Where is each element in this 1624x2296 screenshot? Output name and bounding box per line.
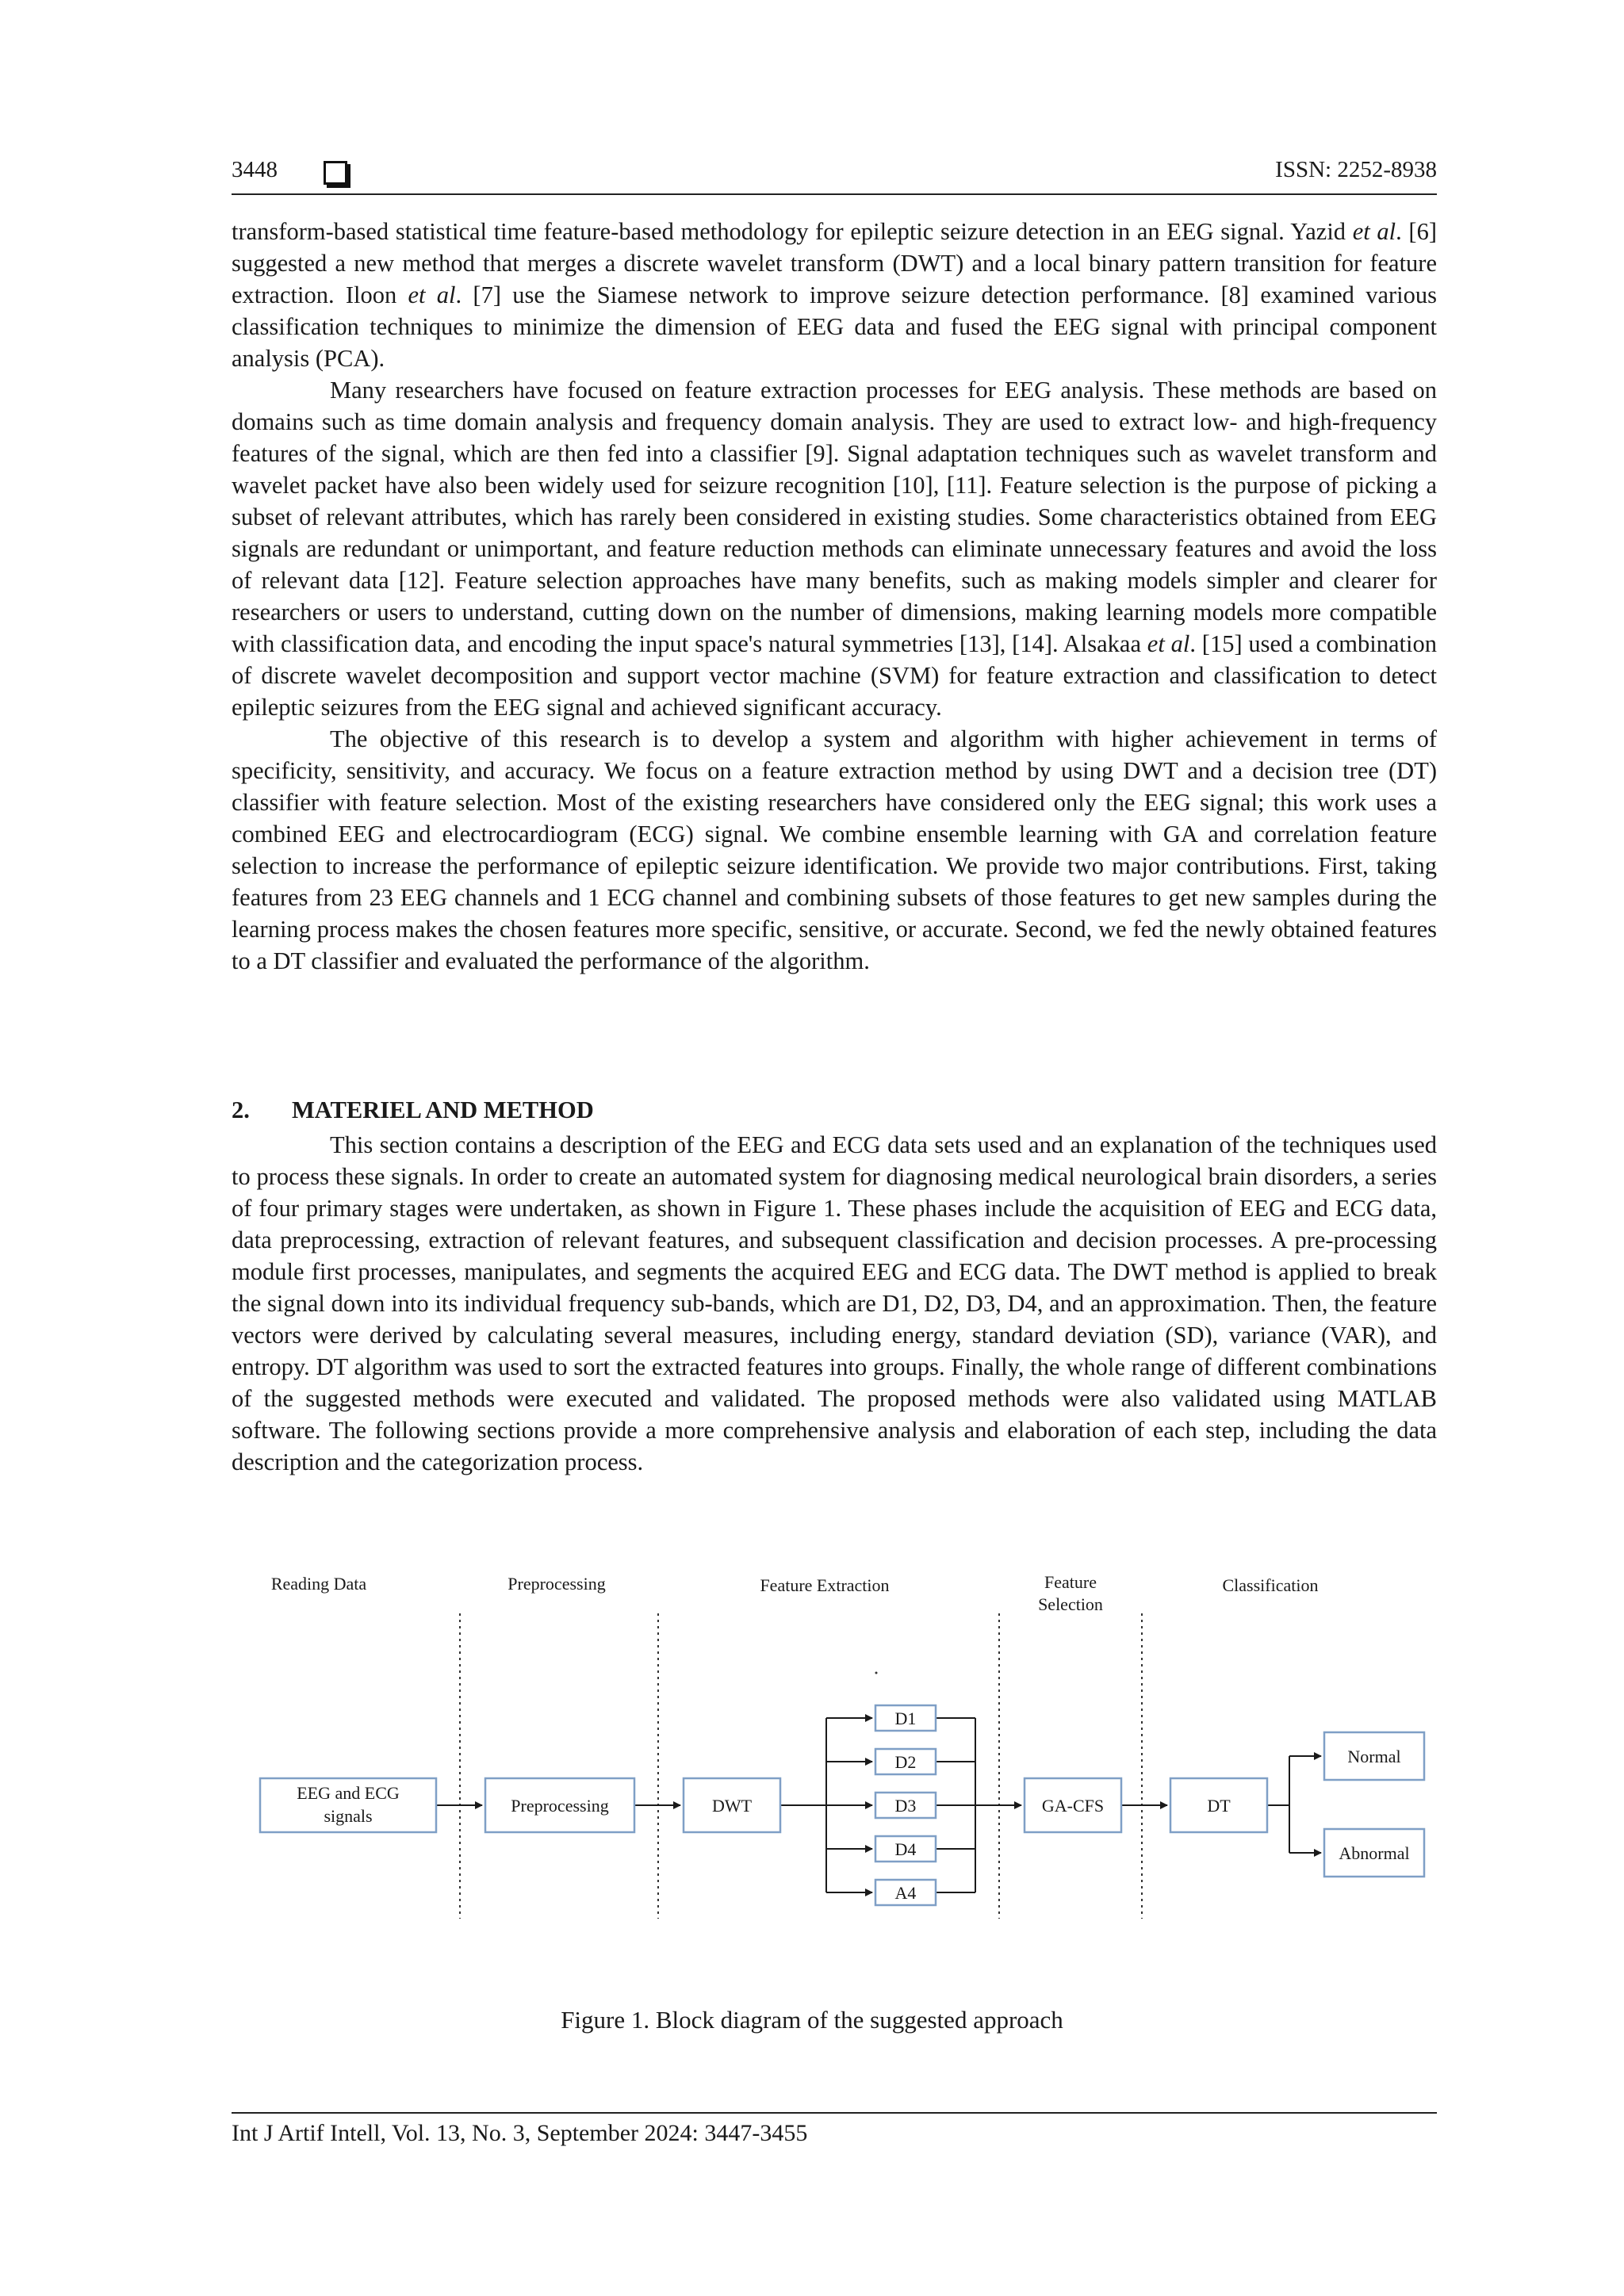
block-label-ga-cfs: GA-CFS xyxy=(1041,1796,1105,1816)
block-label-normal: Normal xyxy=(1347,1747,1401,1766)
paragraph-2 xyxy=(232,374,1437,723)
p1-part-c: . [6] suggested a new method that merges a discrete wavelet transform (DWT) and a local binary pattern transition for feature extraction. Iloon xyxy=(232,218,1437,308)
block-label-d1: D1 xyxy=(894,1709,917,1728)
section-heading xyxy=(232,1096,594,1124)
p1-part-e: . [7] use the Siamese network to improve seizure detection performance. [8] examined various classification techniques to minimize the dimension of EEG data and fused the EEG signal with principal component analysis (PCA). xyxy=(232,281,1437,372)
paragraph-1 xyxy=(232,216,1437,374)
block-label-d4: D4 xyxy=(894,1839,917,1859)
p2-part-a: Many researchers have focused on feature extraction processes for EEG analysis. These methods are based on domains such as time domain analysis and frequency domain analysis. They are used to extract low- and high-frequency features of the signal, which are then fed into a classifier [9]. Signal adaptation techniques such as wavelet transform and wavelet packet have also been widely used for seizure recognition [10], [11]. Feature selection is the purpose of picking a subset of relevant attributes, which has rarely been considered in existing studies. Some characteristics obtained from EEG signals are redundant or unimportant, and feature reduction methods can eliminate unnecessary features and avoid the loss of relevant data [12]. Feature selection approaches have many benefits, such as making models simpler and clearer for researchers or users to understand, cutting down on the number of dimensions, making learning models more compatible with classification data, and encoding the input space's natural symmetries [13], [14]. Alsakaa xyxy=(232,377,1437,657)
p1-et-al-2: et al xyxy=(408,281,456,308)
block-label-d3: D3 xyxy=(894,1796,917,1816)
stage-label-feature-extraction: Feature Extraction xyxy=(760,1575,890,1595)
block-label-preprocessing: Preprocessing xyxy=(511,1796,609,1816)
block-label-input-2: signals xyxy=(324,1806,373,1826)
block-diagram xyxy=(230,1554,1443,1927)
block-diagram-figure xyxy=(230,1554,1443,1927)
section-paragraph: This section contains a description of the EEG and ECG data sets used and an explanation of the techniques used to process these signals. In order to create an automated system for diagnosing medical neurological brain disorders, a series of four primary stages were undertaken, as shown in Figure 1. These phases include the acquisition of EEG and ECG data, data preprocessing, extraction of relevant features, and subsequent classification and decision processes. A pre-processing module first processes, manipulates, and segments the acquired EEG and ECG data. The DWT method is applied to break the signal down into its individual frequency sub-bands, which are D1, D2, D3, D4, and an approximation. Then, the feature vectors were derived by calculating several measures, including energy, standard deviation (SD), variance (VAR), and entropy. DT algorithm was used to sort the extracted features into groups. Finally, the whole range of different combinations of the suggested methods were executed and validated. The proposed methods were also validated using MATLAB software. The following sections provide a more comprehensive analysis and elaboration of each step, including the data description and the categorization process. xyxy=(232,1131,1437,1475)
block-label-input-1: EEG and ECG xyxy=(297,1783,400,1803)
p2-et-al: et al xyxy=(1147,630,1190,657)
block-label-d2: D2 xyxy=(894,1752,917,1772)
section-text xyxy=(232,1129,1437,1478)
section-title: MATERIEL AND METHOD xyxy=(292,1096,594,1123)
stray-dot xyxy=(875,1672,878,1674)
stage-label-preprocessing: Preprocessing xyxy=(508,1574,606,1594)
issn-label: ISSN: 2252-8938 xyxy=(1275,157,1437,182)
block-label-dwt: DWT xyxy=(711,1796,753,1816)
figure-caption: Figure 1. Block diagram of the suggested approach xyxy=(561,2006,1063,2034)
paragraph-3: The objective of this research is to develop a system and algorithm with higher achievement in terms of specificity, sensitivity, and accuracy. We focus on a feature extraction method by using DWT and a decision tree (DT) classifier with feature selection. Most of the existing researchers have considered only the EEG signal; this work uses a combined EEG and electrocardiogram (ECG) signal. We combine ensemble learning with GA and correlation feature selection to increase the performance of epileptic seizure identification. We provide two major contributions. First, taking features from 23 EEG channels and 1 ECG channel and combining subsets of those features to get new samples during the learning process makes the chosen features more specific, sensitive, or accurate. Second, we fed the newly obtained features to a DT classifier and evaluated the performance of the algorithm. xyxy=(232,725,1437,974)
checkbox-square-icon xyxy=(324,161,347,185)
p2-part-c: . [15] used a combination of discrete wavelet decomposition and support vector machine (SVM) for feature extraction and classification to detect epileptic seizures from the EEG signal and achieved significant accuracy. xyxy=(232,630,1437,721)
section-number: 2. xyxy=(232,1096,250,1123)
p1-part-a: transform-based statistical time feature-based methodology for epileptic seizure detection in an EEG signal. Yazid xyxy=(232,218,1353,245)
block-label-abnormal: Abnormal xyxy=(1339,1843,1410,1863)
stage-label-classification: Classification xyxy=(1222,1575,1319,1595)
block-label-a4: A4 xyxy=(894,1883,917,1903)
footer-citation: Int J Artif Intell, Vol. 13, No. 3, September 2024: 3447-3455 xyxy=(232,2120,808,2146)
page-number: 3448 xyxy=(232,157,278,182)
intro-text xyxy=(232,216,1437,977)
p1-et-al-1: et al xyxy=(1352,218,1396,245)
stage-label-feature-selection-1: Feature xyxy=(1044,1572,1097,1592)
page-header xyxy=(232,157,1437,195)
block-label-dt: DT xyxy=(1207,1796,1231,1816)
stage-label-reading: Reading Data xyxy=(270,1574,367,1594)
page-footer xyxy=(232,2112,1437,2147)
stage-label-feature-selection-2: Selection xyxy=(1038,1594,1103,1614)
